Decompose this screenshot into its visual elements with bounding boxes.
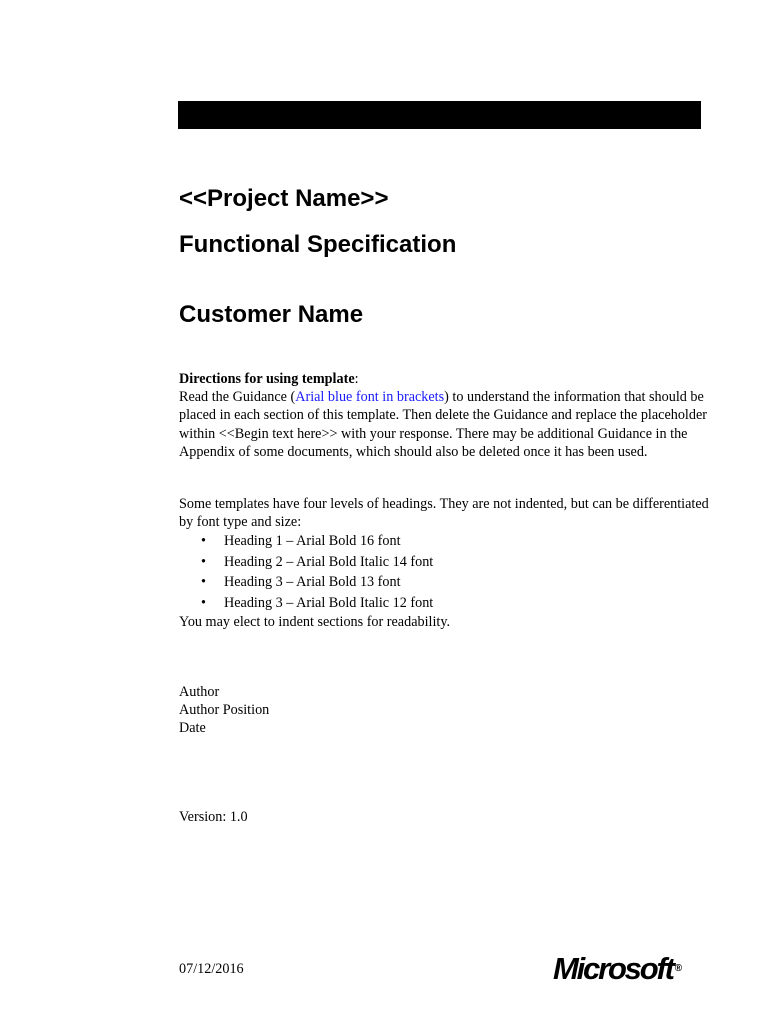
directions-text-end: ) to understand the information that should be placed in each section of this template. Then delete the Guidance and replace the placeholder within <<Begin text here>> with your response. There may be additional Guidance in the Appendix of some documents, which should also be deleted once it has been used. — [179, 389, 707, 460]
bullet-icon: • — [201, 574, 206, 591]
bullet-icon: • — [201, 594, 206, 611]
footer-date: 07/12/2016 — [179, 961, 244, 977]
list-item — [179, 593, 709, 613]
list-item-text: Heading 3 – Arial Bold Italic 12 font — [224, 594, 434, 611]
customer-name-title: Customer Name — [179, 301, 364, 328]
bullet-icon: • — [201, 553, 206, 570]
heading-levels-section — [179, 495, 709, 631]
microsoft-logo — [553, 949, 682, 989]
header-bar — [178, 101, 701, 129]
list-item — [179, 531, 709, 551]
directions-section — [179, 370, 709, 461]
directions-label: Directions for using template — [179, 371, 355, 387]
heading-levels-intro: Some templates have four levels of headings. They are not indented, but can be differentiated by font type and size: — [179, 496, 709, 531]
author-position-field: Author Position — [179, 702, 270, 718]
author-field: Author — [179, 684, 220, 700]
list-item-text: Heading 1 – Arial Bold 16 font — [224, 533, 401, 550]
list-item — [179, 552, 709, 572]
guidance-style-note: Arial blue font in brackets — [295, 389, 445, 406]
directions-text-start: Read the Guidance ( — [179, 389, 296, 406]
bullet-icon: • — [201, 533, 206, 550]
list-item — [179, 572, 709, 592]
version-label: Version: 1.0 — [179, 809, 248, 825]
heading-levels-list — [179, 531, 709, 613]
heading-levels-closing: You may elect to indent sections for readability. — [179, 614, 451, 631]
date-field: Date — [179, 720, 206, 736]
directions-heading — [179, 370, 709, 388]
registered-mark-icon: ® — [674, 963, 683, 974]
document-type-title: Functional Specification — [179, 231, 457, 258]
directions-label-colon: : — [354, 371, 359, 387]
list-item-text: Heading 2 – Arial Bold Italic 14 font — [224, 553, 434, 570]
list-item-text: Heading 3 – Arial Bold 13 font — [224, 574, 401, 591]
directions-paragraph — [179, 388, 709, 461]
project-name-title: <<Project Name>> — [179, 185, 389, 212]
logo-wordmark: Microsoft — [553, 951, 673, 986]
